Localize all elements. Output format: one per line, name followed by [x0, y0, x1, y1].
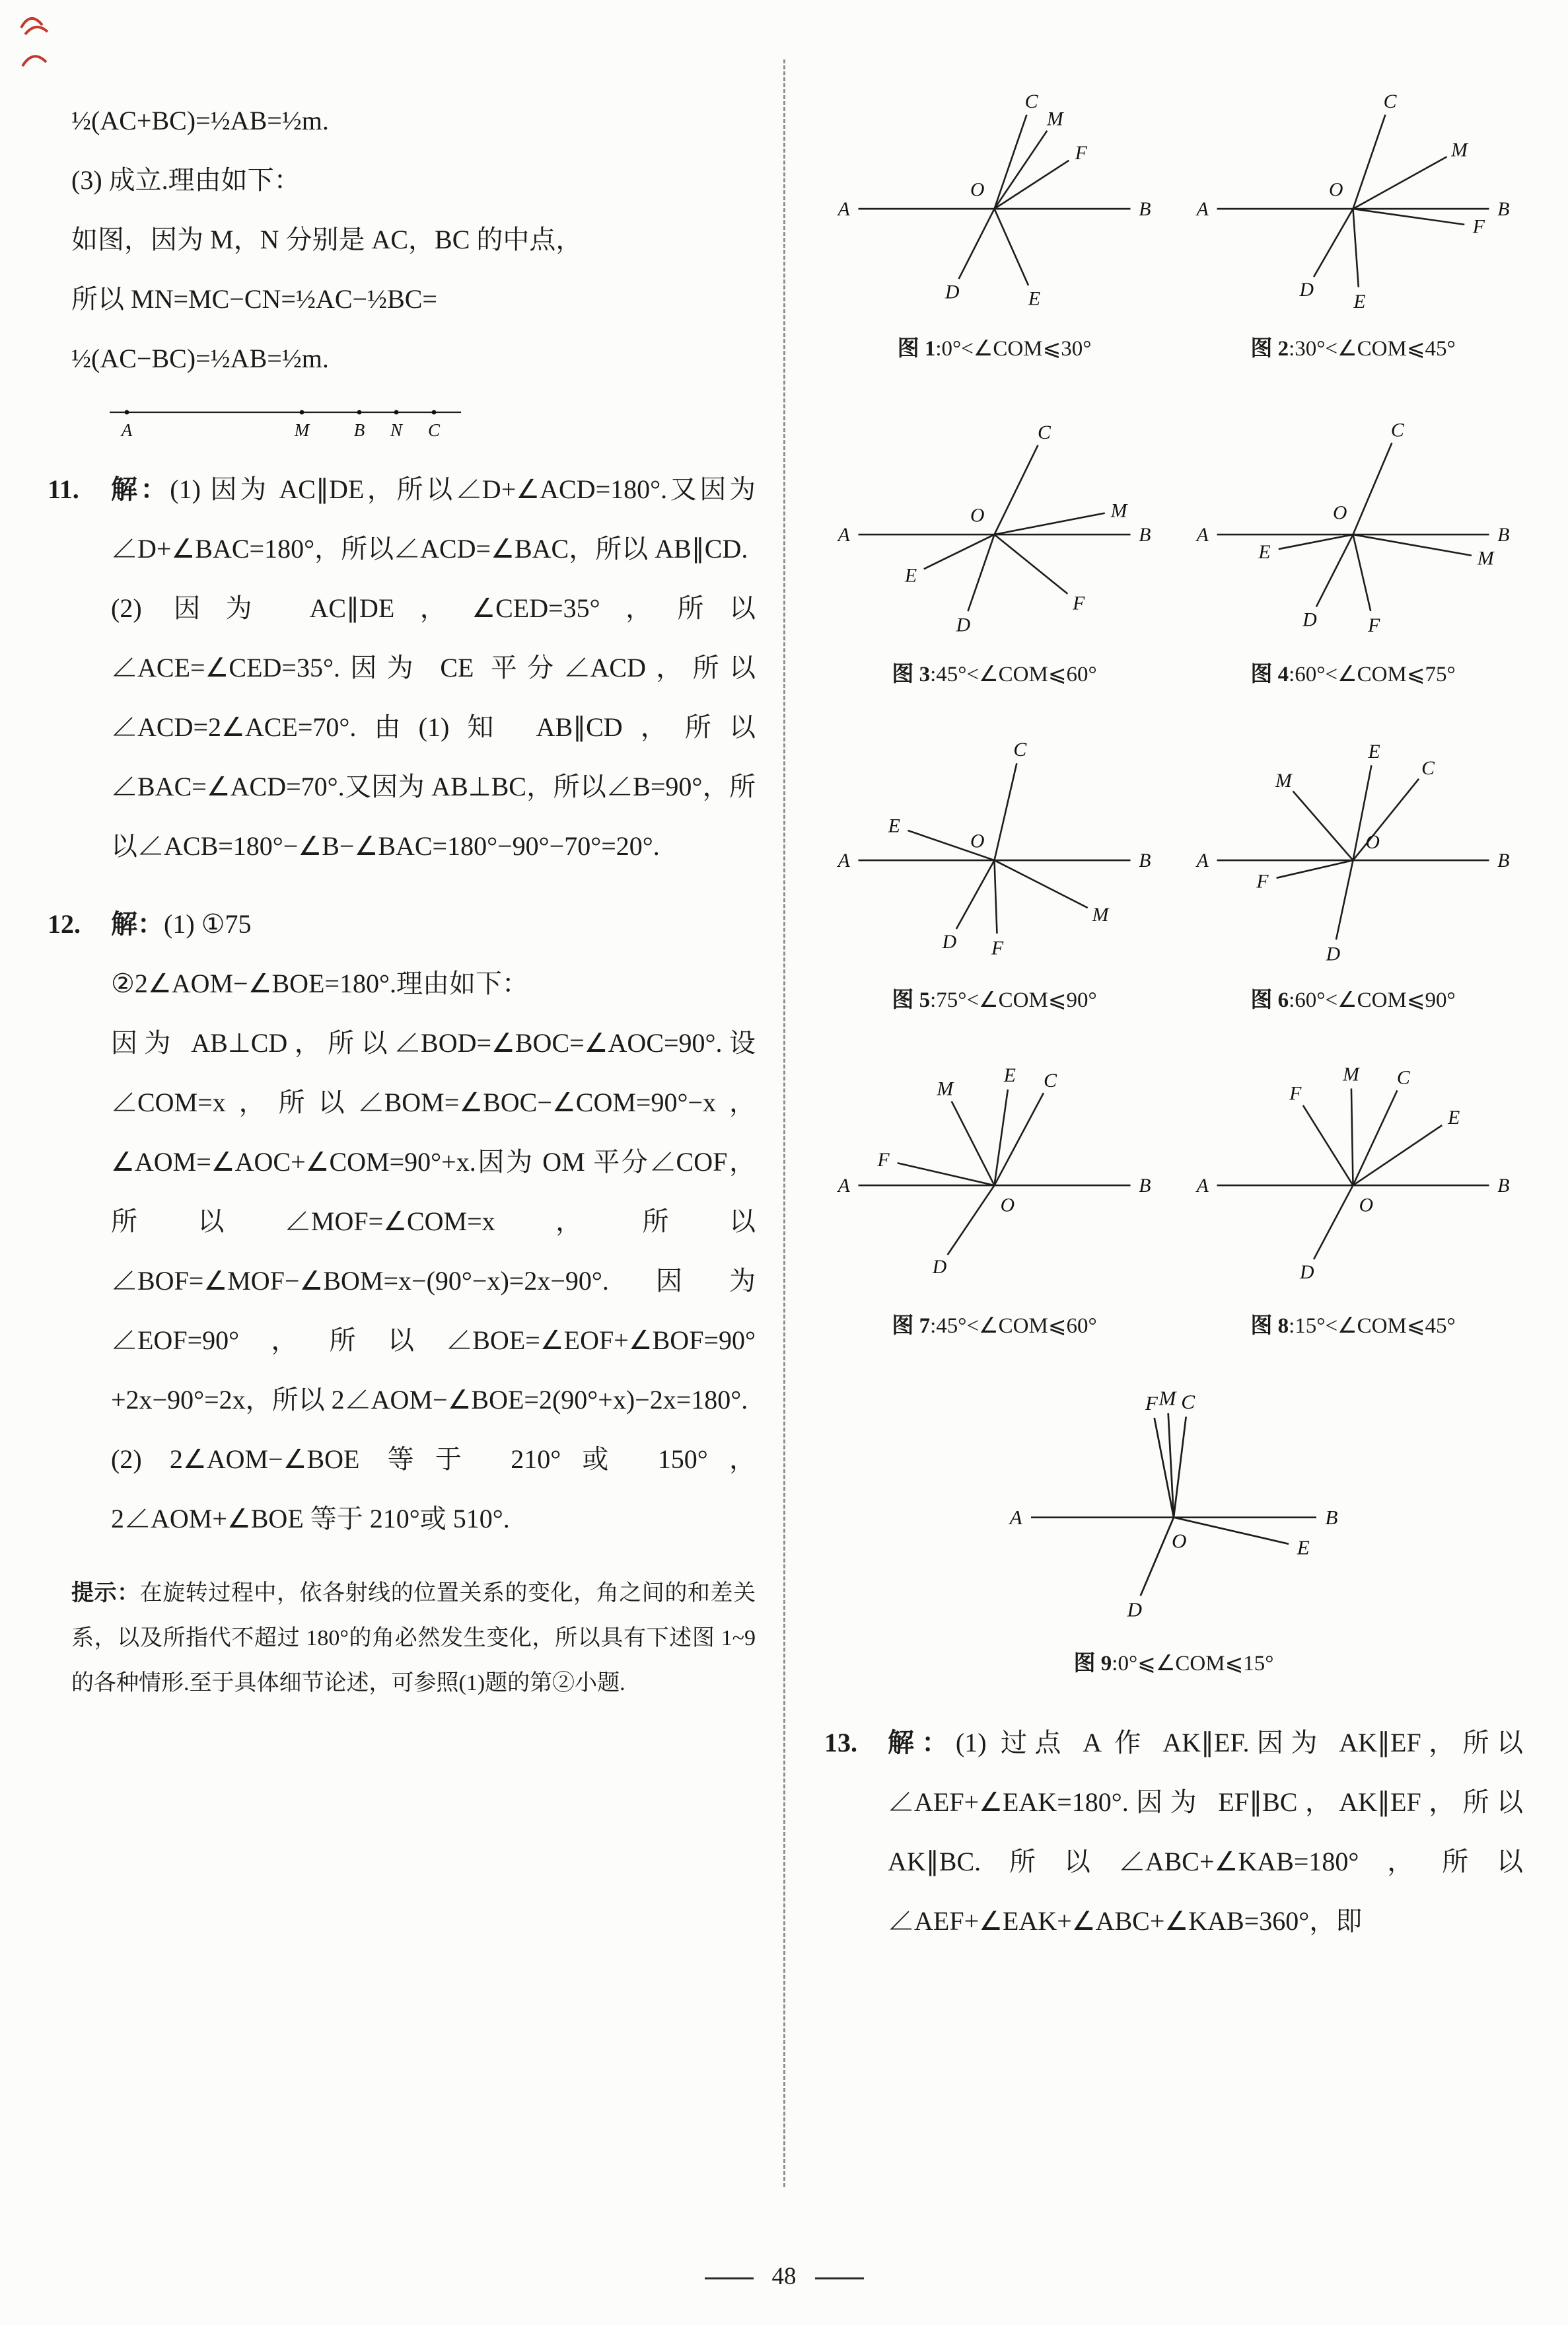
column-divider: [783, 59, 785, 2187]
solution-paragraph: ②2∠AOM−∠BOE=180°.理由如下：: [111, 969, 529, 998]
figure-1-caption: [824, 334, 1164, 364]
svg-text:A: A: [837, 524, 850, 546]
problem-number: 11.: [48, 474, 79, 504]
svg-text:C: C: [1421, 757, 1435, 779]
figure-condition: :0°<∠COM⩽30°: [935, 337, 1092, 361]
figure-9: [995, 1380, 1352, 1679]
svg-text:B: B: [1497, 1175, 1510, 1197]
svg-text:O: O: [970, 505, 985, 527]
solution-text: (1) 过点 A 作 AK∥EF.因为 AK∥EF，所以∠AEF+∠EAK=180°.因为 EF∥BC，AK∥EF，所以 AK∥BC.所以∠ABC+∠KAB=180°，所以∠AEF+∠EAK+∠ABC+∠KAB=360°，即: [888, 1727, 1523, 1936]
svg-text:F: F: [1289, 1083, 1302, 1105]
figure-3-caption: [824, 660, 1164, 690]
svg-text:A: A: [1196, 850, 1209, 871]
svg-text:B: B: [1497, 850, 1510, 871]
figure-3-diagram: [824, 404, 1164, 660]
svg-text:C: C: [1181, 1389, 1195, 1413]
problem-13-body: [888, 1713, 1523, 1951]
svg-text:C: C: [1383, 91, 1397, 112]
page-number-rule: [705, 2277, 754, 2279]
hint-label: 提示：: [71, 1581, 140, 1605]
figure-6: [1183, 729, 1523, 1015]
svg-text:F: F: [1075, 142, 1087, 164]
figure-7-diagram: [824, 1054, 1164, 1311]
solution-paragraph: [111, 460, 756, 579]
solution-text: (1) ①75: [164, 909, 252, 939]
svg-text:D: D: [1326, 943, 1341, 965]
hint-text: 在旋转过程中，依各射线的位置关系的变化，角之间的和差关系，以及所指代不超过 180°的角必然发生变化，所以具有下述图 1~9 的各种情形.至于具体细节论述，可参照(1)题的第②小题.: [71, 1581, 756, 1695]
problem-12-solution: [48, 895, 756, 1549]
problem-13-solution: [824, 1713, 1523, 1951]
hint-block: [48, 1571, 756, 1706]
figure-7: [824, 1054, 1164, 1341]
page-number-rule: [815, 2277, 864, 2279]
svg-text:D: D: [1299, 279, 1314, 301]
solution-line: 如图，因为 M，N 分别是 AC，BC 的中点，: [71, 225, 583, 254]
svg-text:C: C: [427, 420, 441, 440]
svg-text:O: O: [1000, 1195, 1015, 1216]
svg-text:M: M: [1047, 108, 1063, 130]
svg-text:F: F: [877, 1150, 890, 1171]
svg-text:M: M: [1158, 1386, 1176, 1410]
problem-number: 13.: [824, 1727, 857, 1757]
figure-label: 图 1: [897, 337, 936, 361]
solution-paragraph: [111, 895, 756, 954]
solution-paragraph: (2) 2∠AOM−∠BOE 等于 210°或 150°，2∠AOM+∠BOE 等于 210°或 510°.: [111, 1444, 756, 1533]
red-annotation-marks: [13, 5, 73, 78]
svg-text:O: O: [1359, 1195, 1374, 1216]
solve-label: 解：: [888, 1727, 956, 1757]
svg-text:C: C: [1044, 1070, 1057, 1092]
problem-11-solution: [48, 460, 756, 876]
figure-2: [1183, 78, 1523, 364]
svg-text:E: E: [1028, 288, 1040, 310]
solution-paragraph: 因为 AB⊥CD，所以∠BOD=∠BOC=∠AOC=90°.设∠COM=x，所以∠BOM=∠BOC−∠COM=90°−x，∠AOM=∠AOC+∠COM=90°+x.因为 OM 平分∠COF，所以∠MOF=∠COM=x，所以∠BOF=∠MOF−∠BOM=x−(90°−x)=2x−90°.因为∠EOF=90°，所以∠BOE=∠EOF+∠BOF=90°+2x−90°=2x，所以 2∠AOM−∠BOE=2(90°+x)−2x=180°.: [111, 1028, 756, 1415]
solve-label: 解：: [111, 474, 170, 504]
svg-text:M: M: [1110, 500, 1127, 522]
svg-text:M: M: [294, 420, 310, 440]
figure-label: 图 8: [1250, 1313, 1289, 1338]
solution-paragraph: (2) 因为 AC∥DE，∠CED=35°，所以∠ACE=∠CED=35°.因为 CE 平分∠ACD，所以∠ACD=2∠ACE=70°.由(1)知 AB∥CD，所以∠BAC=∠ACD=70°.又因为 AB⊥BC，所以∠B=90°，所以∠ACB=180°−∠B−∠BAC=180°−90°−70°=20°.: [111, 593, 756, 861]
svg-text:A: A: [837, 850, 850, 871]
svg-text:O: O: [970, 830, 985, 852]
svg-text:D: D: [932, 1257, 947, 1278]
svg-text:E: E: [1297, 1535, 1310, 1559]
problem-10-continuation: [48, 91, 756, 388]
figure-condition: :30°<∠COM⩽45°: [1289, 337, 1456, 361]
figure-8-diagram: [1183, 1054, 1523, 1311]
figure-9-caption: [995, 1649, 1352, 1679]
svg-text:B: B: [1497, 524, 1510, 546]
svg-text:D: D: [956, 614, 971, 636]
figure-7-caption: [824, 1311, 1164, 1341]
figure-5-diagram: [824, 729, 1164, 986]
svg-text:C: C: [1038, 422, 1051, 443]
svg-text:B: B: [1139, 524, 1151, 546]
svg-text:N: N: [390, 420, 403, 440]
figure-9-diagram: [995, 1380, 1352, 1649]
figure-condition: :15°<∠COM⩽45°: [1289, 1313, 1456, 1338]
figure-label: 图 5: [892, 988, 931, 1012]
equation-line: ½(AC+BC)=½AB=½m.: [71, 106, 329, 135]
number-line-figure: [48, 399, 756, 441]
svg-text:D: D: [942, 931, 957, 953]
svg-text:F: F: [991, 938, 1004, 959]
figure-label: 图 7: [892, 1313, 931, 1338]
svg-text:A: A: [1196, 524, 1209, 546]
figure-label: 图 4: [1250, 662, 1289, 686]
figure-2-diagram: [1183, 78, 1523, 334]
svg-text:E: E: [1353, 291, 1366, 313]
svg-text:O: O: [970, 179, 985, 201]
solution-line: (3) 成立.理由如下：: [71, 165, 301, 195]
svg-text:A: A: [1009, 1506, 1022, 1530]
figure-label: 图 9: [1073, 1652, 1112, 1676]
svg-text:D: D: [1302, 609, 1317, 631]
svg-text:B: B: [1139, 850, 1151, 871]
svg-text:A: A: [1196, 1175, 1209, 1197]
figure-condition: :60°<∠COM⩽90°: [1289, 988, 1456, 1012]
svg-text:O: O: [1332, 502, 1347, 524]
svg-text:O: O: [1172, 1529, 1187, 1553]
figure-condition: :75°<∠COM⩽90°: [930, 988, 1097, 1012]
svg-text:M: M: [1477, 548, 1494, 570]
svg-text:M: M: [1343, 1064, 1359, 1086]
page-number-value: 48: [771, 2263, 797, 2290]
svg-text:D: D: [1300, 1262, 1314, 1284]
svg-text:M: M: [1275, 770, 1292, 792]
figure-4-diagram: [1183, 404, 1523, 660]
svg-text:F: F: [1256, 871, 1269, 893]
figure-label: 图 2: [1250, 337, 1289, 361]
svg-text:A: A: [837, 1175, 850, 1197]
svg-text:B: B: [1497, 198, 1510, 220]
figure-grid: [824, 78, 1523, 1679]
figure-label: 图 6: [1250, 988, 1289, 1012]
solution-text: (1) 因为 AC∥DE，所以∠D+∠ACD=180°.又因为∠D+∠BAC=180°，所以∠ACD=∠BAC，所以 AB∥CD.: [111, 474, 756, 564]
svg-text:M: M: [1451, 139, 1468, 161]
svg-text:F: F: [1145, 1391, 1158, 1415]
figure-condition: :45°<∠COM⩽60°: [930, 1313, 1097, 1338]
figure-5-caption: [824, 986, 1164, 1015]
svg-text:F: F: [1368, 614, 1380, 636]
problem-11-body: [111, 460, 756, 876]
svg-text:B: B: [353, 420, 365, 440]
svg-text:E: E: [1258, 541, 1271, 563]
svg-text:E: E: [905, 565, 917, 587]
right-column: [824, 78, 1523, 1951]
svg-text:E: E: [1448, 1107, 1460, 1129]
svg-text:B: B: [1325, 1506, 1338, 1530]
figure-condition: :60°<∠COM⩽75°: [1289, 662, 1456, 686]
svg-text:E: E: [1003, 1065, 1016, 1087]
svg-text:C: C: [1024, 91, 1038, 112]
figure-condition: :45°<∠COM⩽60°: [930, 662, 1097, 686]
left-column: [48, 91, 756, 1706]
page-number: [0, 2262, 1568, 2291]
figure-1-diagram: [824, 78, 1164, 334]
svg-text:D: D: [1127, 1598, 1143, 1621]
svg-text:A: A: [837, 198, 850, 220]
problem-number: 12.: [48, 909, 81, 939]
figure-8: [1183, 1054, 1523, 1341]
figure-5: [824, 729, 1164, 1015]
svg-text:M: M: [1092, 904, 1109, 926]
svg-text:F: F: [1472, 216, 1485, 238]
svg-text:E: E: [888, 815, 900, 837]
solve-label: 解：: [111, 909, 164, 939]
svg-text:C: C: [1396, 1067, 1410, 1089]
figure-8-caption: [1183, 1311, 1523, 1341]
svg-text:A: A: [1196, 198, 1209, 220]
svg-text:E: E: [1368, 741, 1380, 762]
figure-condition: :0°⩽∠COM⩽15°: [1112, 1652, 1274, 1676]
svg-text:A: A: [121, 420, 133, 440]
figure-4: [1183, 404, 1523, 690]
svg-text:B: B: [1139, 198, 1151, 220]
svg-text:M: M: [937, 1078, 954, 1100]
solution-paragraph: [888, 1713, 1523, 1951]
svg-text:C: C: [1013, 739, 1027, 760]
figure-label: 图 3: [892, 662, 931, 686]
figure-2-caption: [1183, 334, 1523, 364]
svg-text:O: O: [1329, 179, 1343, 201]
solution-line: 所以 MN=MC−CN=½AC−½BC=: [71, 284, 437, 314]
figure-3: [824, 404, 1164, 690]
svg-text:D: D: [944, 281, 960, 303]
figure-6-diagram: [1183, 729, 1523, 986]
problem-12-body: [111, 895, 756, 1549]
figure-1: [824, 78, 1164, 364]
svg-text:C: C: [1390, 420, 1404, 441]
equation-line: ½(AC−BC)=½AB=½m.: [71, 344, 329, 373]
svg-text:F: F: [1073, 593, 1085, 614]
svg-text:O: O: [1365, 831, 1380, 853]
svg-text:B: B: [1139, 1175, 1151, 1197]
figure-4-caption: [1183, 660, 1523, 690]
figure-6-caption: [1183, 986, 1523, 1015]
